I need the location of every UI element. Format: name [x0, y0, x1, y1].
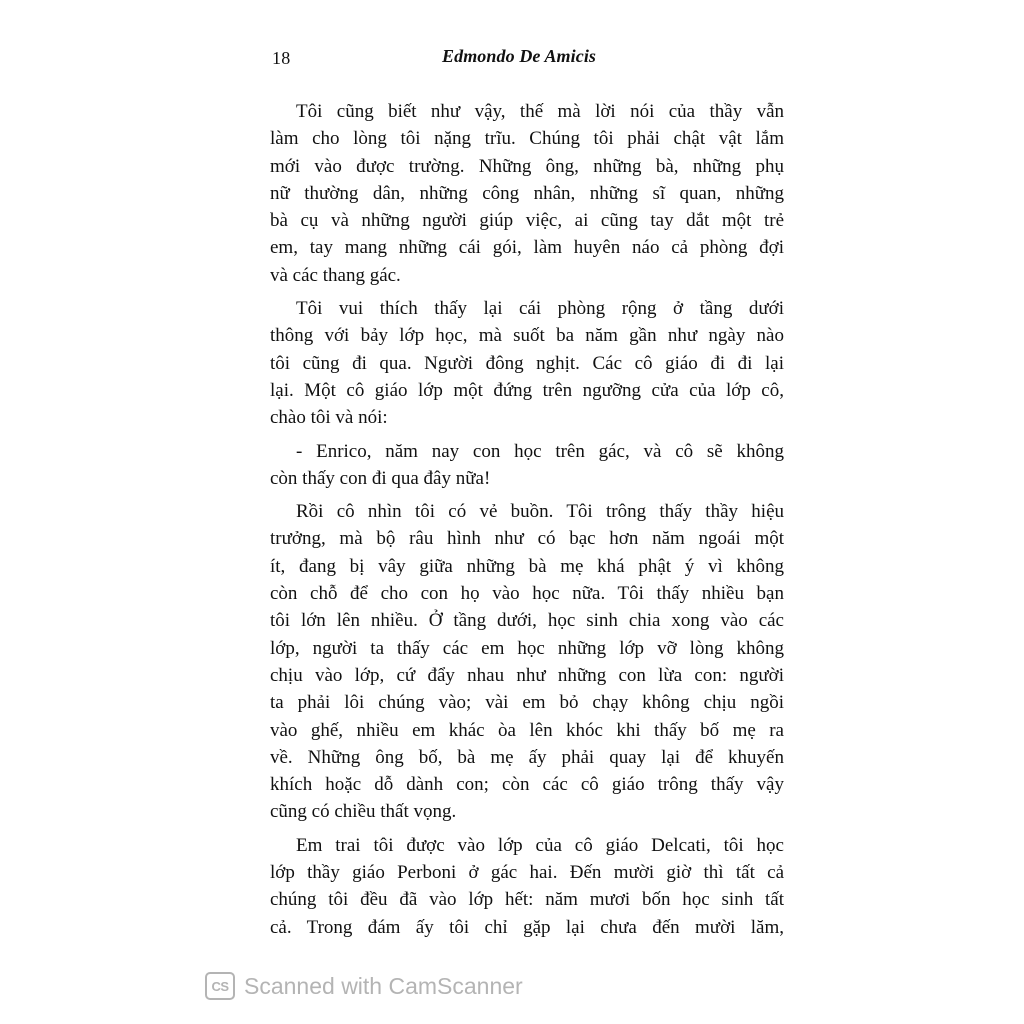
watermark-text: Scanned with CamScanner [244, 972, 523, 999]
text-line: bà cụ và những người giúp việc, ai cũng tay dắt một trẻ [270, 210, 784, 232]
text-line: nữ thường dân, những công nhân, những sĩ quan, những [270, 182, 784, 204]
text-line: còn chỗ để cho con họ vào học nữa. Tôi thấy nhiều bạn [270, 583, 784, 605]
text-line: lớp thầy giáo Perboni ở gác hai. Đến mười giờ thì tất cả [270, 862, 784, 884]
paragraph [270, 498, 784, 826]
page-header [270, 46, 784, 72]
text-line: và các thang gác. [270, 264, 401, 286]
text-line: trưởng, mà bộ râu hình như có bạc hơn năm ngoái một [270, 528, 784, 550]
text-line: vào ghế, nhiều em khác òa lên khóc khi thấy bố mẹ ra [270, 719, 784, 741]
paragraph [270, 832, 784, 941]
paragraph [270, 98, 784, 289]
text-line: lại. Một cô giáo lớp một đứng trên ngưỡng cửa của lớp cô, [270, 379, 784, 401]
text-line: còn thấy con đi qua đây nữa! [270, 467, 491, 489]
paragraph [270, 295, 784, 431]
text-line: mới vào được trường. Những ông, những bà, những phụ [270, 155, 784, 177]
text-line: lớp, người ta thấy các em học những lớp vỡ lòng không [270, 637, 784, 659]
text-line: cũng có chiều thất vọng. [270, 801, 457, 823]
text-line: em, tay mang những cái gói, làm huyên náo cả phòng đợi [270, 237, 784, 259]
text-line: Rồi cô nhìn tôi có vẻ buồn. Tôi trông thấy thầy hiệu [296, 501, 784, 523]
text-line: ta phải lôi chúng vào; vài em bỏ chạy không chịu ngồi [270, 692, 784, 714]
text-line: Tôi cũng biết như vậy, thế mà lời nói của thầy vẫn [296, 101, 784, 122]
text-line: tôi cũng đi qua. Người đông nghịt. Các cô giáo đi đi lại [270, 352, 784, 374]
camscanner-logo-icon: CS [205, 972, 235, 1000]
camscanner-watermark [205, 970, 523, 1002]
page-number: 18 [272, 48, 291, 68]
text-line: khích hoặc dỗ dành con; còn các cô giáo trông thấy vậy [270, 774, 784, 796]
text-line: làm cho lòng tôi nặng trĩu. Chúng tôi phải chật vật lắm [270, 128, 784, 150]
text-line: chào tôi và nói: [270, 407, 388, 429]
text-line: chịu vào lớp, cứ đẩy nhau như những con lừa con: người [270, 664, 784, 686]
paragraph [270, 438, 784, 493]
running-title: Edmondo De Amicis [442, 46, 597, 66]
text-line: cả. Trong đám ấy tôi chỉ gặp lại chưa đến mười lăm, [270, 916, 784, 938]
text-line: Em trai tôi được vào lớp của cô giáo Delcati, tôi học [296, 834, 784, 856]
text-line: tôi lớn lên nhiều. Ở tầng dưới, học sinh chia xong vào các [270, 610, 784, 632]
body-text [270, 98, 784, 941]
text-line: thông với bảy lớp học, mà suốt ba năm gần như ngày nào [270, 325, 784, 347]
text-line: - Enrico, năm nay con học trên gác, và cô sẽ không [296, 440, 784, 462]
text-line: về. Những ông bố, bà mẹ ấy phải quay lại để khuyến [270, 746, 784, 768]
text-line: ít, đang bị vây giữa những bà mẹ khá phật ý vì không [270, 555, 784, 577]
text-line: Tôi vui thích thấy lại cái phòng rộng ở tầng dưới [296, 298, 784, 320]
text-line: chúng tôi đều đã vào lớp hết: năm mươi bốn học sinh tất [270, 889, 784, 911]
